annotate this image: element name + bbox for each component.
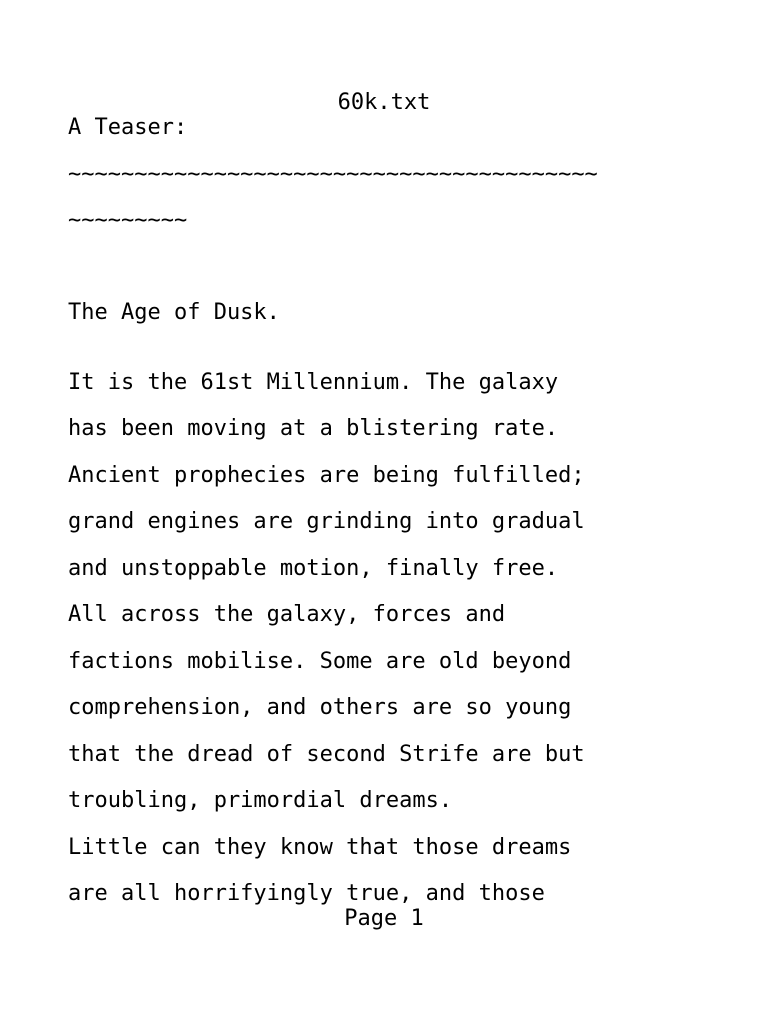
document-line: All across the galaxy, forces and <box>68 602 506 627</box>
document-line: that the dread of second Strife are but <box>68 742 585 767</box>
document-line: has been moving at a blistering rate. <box>68 416 559 441</box>
document-line: Ancient prophecies are being fulfilled; <box>68 463 585 488</box>
document-line: and unstoppable motion, finally free. <box>68 556 559 581</box>
document-line: It is the 61st Millennium. The galaxy <box>68 370 559 395</box>
document-header-title: 60k.txt <box>337 90 431 115</box>
document-line: are all horrifyingly true, and those <box>68 881 545 906</box>
document-line: troubling, primordial dreams. <box>68 788 453 813</box>
page-number-footer: Page 1 <box>344 906 424 931</box>
document-line: ~~~~~~~~~~~~~~~~~~~~~~~~~~~~~~~~~~~~~~~~ <box>68 162 598 187</box>
document-line: ~~~~~~~~~ <box>68 208 188 233</box>
document-line: grand engines are grinding into gradual <box>68 509 585 534</box>
document-line: A Teaser: <box>68 115 188 140</box>
document-line: The Age of Dusk. <box>68 300 280 325</box>
document-line: comprehension, and others are so young <box>68 695 572 720</box>
document-line: factions mobilise. Some are old beyond <box>68 649 572 674</box>
document-line: Little can they know that those dreams <box>68 835 572 860</box>
